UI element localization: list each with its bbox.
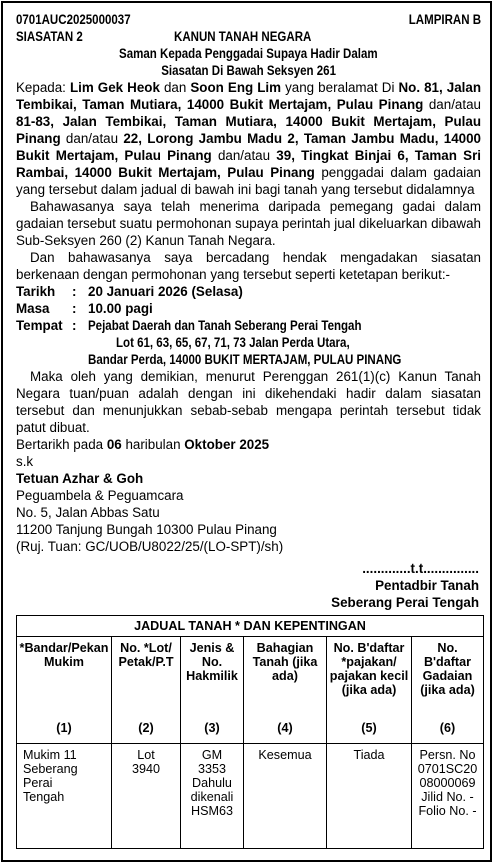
- paragraph-cadangan: Dan bahawasanya saya bercadang hendak mengadakan siasatan berkenaan dengan permohonan yang tersebut seperti ketetapan berikut:-: [16, 250, 481, 282]
- table-row: [17, 744, 484, 849]
- legal-notice: [1, 1, 492, 862]
- reference-number: 0701AUC2025000037: [16, 12, 131, 27]
- notice-subtitle-1: Saman Kepada Penggadai Supaya Hadir Dalam: [119, 46, 378, 61]
- firm-line-3: 11200 Tanjung Bungah 10300 Pulau Pinang: [16, 522, 277, 537]
- header-top-row: [16, 11, 481, 28]
- header-lot: No. *Lot/ Petak/P.T (2): [112, 637, 181, 744]
- notice-title: KANUN TANAH NEGARA: [174, 29, 312, 44]
- inquiry-details: [16, 283, 481, 368]
- signatory-role-2: Seberang Perai Tengah: [331, 595, 479, 610]
- header-gadaian: No. B'daftar Gadaian (jika ada) (6): [412, 637, 484, 744]
- tempat-row: Tempat : Pejabat Daerah dan Tanah Seberang Perai Tengah Lot 61, 63, 65, 67, 71, 73 Jalan Perda Utara, Bandar Perda, 14000 BUKIT MERTAJAM, PULAU PINANG: [16, 318, 402, 367]
- schedule-caption: JADUAL TANAH * DAN KEPENTINGAN: [17, 616, 484, 637]
- header-bahagian: Bahagian Tanah (jika ada) (4): [244, 637, 327, 744]
- tarikh-value: 20 Januari 2026 (Selasa): [88, 284, 243, 299]
- masa-value: 10.00 pagi: [88, 301, 153, 316]
- sk-label: s.k: [16, 454, 34, 469]
- schedule-table: [16, 615, 484, 849]
- cell-bahagian: Kesemua: [244, 744, 327, 849]
- kepada-paragraph: Kepada: Lim Gek Heok dan Soon Eng Lim yang beralamat Di No. 81, Jalan Tembikai, Taman Mutiara, 14000 Bukit Mertajam, Pulau Pinang dan/atau 81-83, Jalan Tembikai, Taman Mutiara, 14000 Bukit Mertajam, Pulau Pinang dan/atau 22, Lorong Jambu Madu 2, Taman Jambu Madu, 14000 Bukit Mertajam, Pulau Pinang dan/atau 39, Tingkat Binjai 6, Taman Sri Rambai, 14000 Bukit Mertajam, Pulau Pinang penggadai dalam gadaian yang tersebut dalam jadual di bawah ini bagi tanah yang tersebut didalamnya: [16, 80, 482, 197]
- cell-mukim: Mukim 11 Seberang Perai Tengah: [17, 744, 112, 849]
- paragraph-maka: Maka oleh yang demikian, menurut Perenggan 261(1)(c) Kanun Tanah Negara tuan/puan adalah dengan ini dikehendaki hadir dalam siasatan tersebut dan menunjukkan sebab-sebab mengapa perintah tersebut tidak patut dibuat.: [16, 369, 481, 435]
- header-hakmilik: Jenis & No. Hakmilik (3): [181, 637, 244, 744]
- tarikh-row: Tarikh : 20 Januari 2026 (Selasa): [16, 283, 481, 300]
- cell-lot: Lot 3940: [112, 744, 181, 849]
- firm-line-2: No. 5, Jalan Abbas Satu: [16, 505, 160, 520]
- schedule-header-row: [17, 637, 484, 744]
- siasatan-label: SIASATAN 2: [16, 29, 83, 44]
- header-mukim: *Bandar/Pekan Mukim (1): [17, 637, 112, 744]
- masa-row: Masa : 10.00 pagi: [16, 300, 481, 317]
- cell-pajakan: Tiada: [327, 744, 412, 849]
- header-second-row: [16, 28, 481, 45]
- paragraph-bahawasanya: Bahawasanya saya telah menerima daripada pemegang gadai dalam gadaian tersebut suatu permohonan supaya perintah jual dikeluarkan dibawah Sub-Seksyen 260 (2) Kanun Tanah Negara.: [16, 199, 481, 248]
- firm-reference: (Ruj. Tuan: GC/UOB/U8022/25/(LO-SPT)/sh): [16, 539, 284, 554]
- lampiran-label: LAMPIRAN B: [408, 12, 481, 27]
- signature-line: .............t.t...............: [362, 561, 479, 576]
- cell-gadaian: Persn. No 0701SC20 08000069 Jilid No. - Folio No. -: [412, 744, 484, 849]
- firm-name: Tetuan Azhar & Goh: [16, 471, 144, 486]
- dated-line: Bertarikh pada 06 haribulan Oktober 2025: [16, 437, 270, 452]
- cell-hakmilik: GM 3353 Dahulu dikenali HSM63: [181, 744, 244, 849]
- notice-subtitle-2: Siasatan Di Bawah Seksyen 261: [161, 63, 336, 78]
- header-pajakan: No. B'daftar *pajakan/ pajakan kecil (jika ada) (5): [327, 637, 412, 744]
- signatory-role-1: Pentadbir Tanah: [375, 578, 479, 593]
- firm-line-1: Peguambela & Peguamcara: [16, 488, 184, 503]
